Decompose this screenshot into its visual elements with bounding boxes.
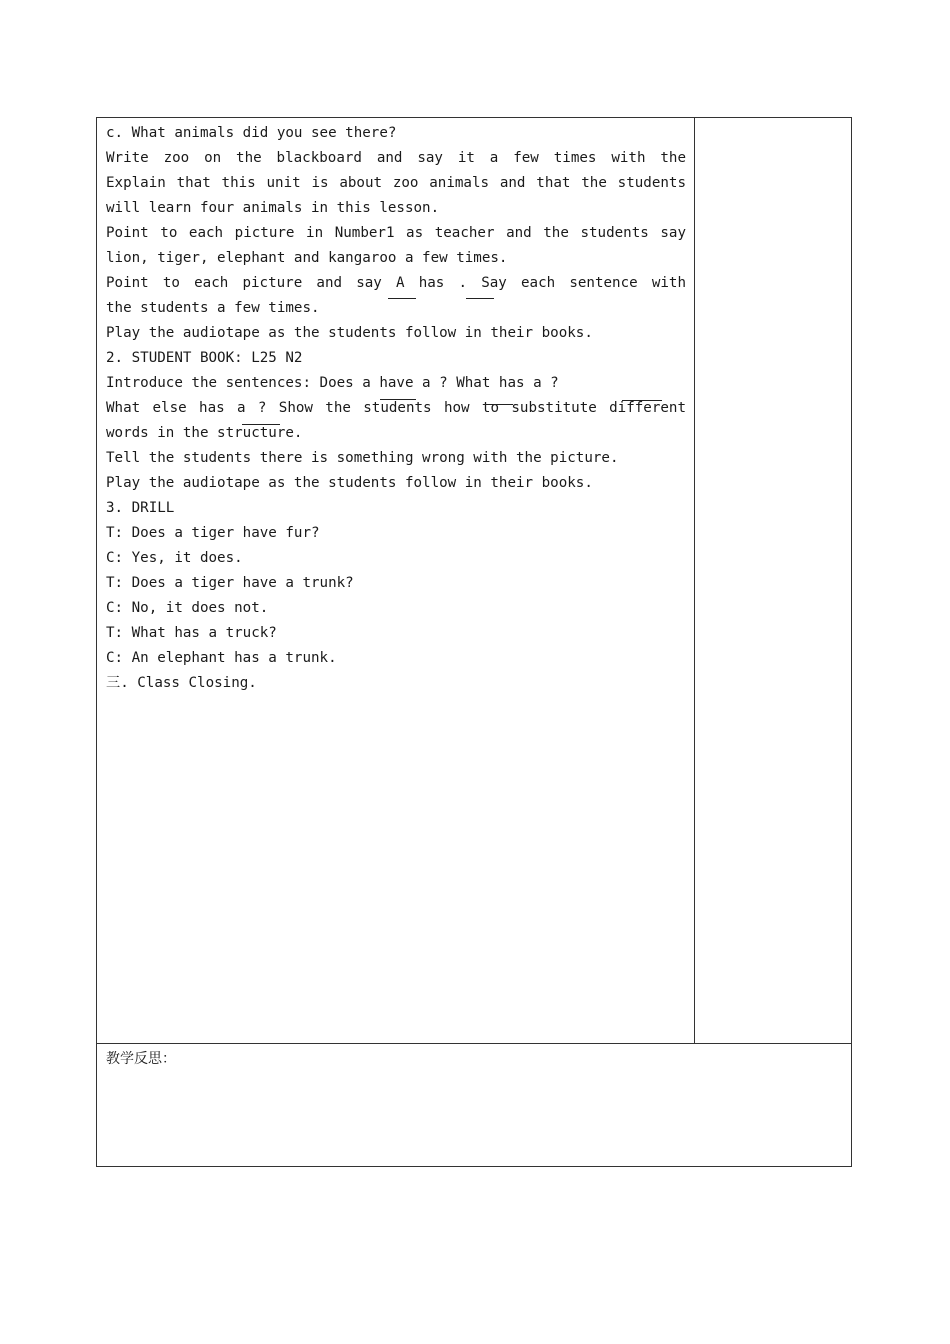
stray-line [622,400,662,401]
reflection-label: 教学反思： [106,1051,176,1067]
text-line: What else has a ? Show the students how to substitute different [106,400,686,416]
text-line: c. What animals did you see there? [106,125,397,141]
drill-line: T: What has a truck? [106,625,277,641]
drill-line: C: No, it does not. [106,600,269,616]
drill-line: T: Does a tiger have fur? [106,525,320,541]
text-line: lion, tiger, elephant and kangaroo a few times. [106,250,508,266]
lesson-content-cell [97,118,695,1044]
stray-line [380,399,416,400]
text-line: Explain that this unit is about zoo animals and that the students [106,175,686,191]
text-line: words in the structure. [106,425,303,441]
text-line: the students a few times. [106,300,320,316]
text-line: Play the audiotape as the students follow in their books. [106,475,593,491]
text-line: Play the audiotape as the students follow in their books. [106,325,593,341]
section-heading: 2. STUDENT BOOK: L25 N2 [106,350,303,366]
lesson-text-block [106,121,686,696]
notes-cell [695,118,851,1044]
drill-line: C: Yes, it does. [106,550,243,566]
blank-underline [466,298,494,299]
stray-line [483,404,513,405]
text-line: will learn four animals in this lesson. [106,200,440,216]
drill-line: T: Does a tiger have a trunk? [106,575,354,591]
blank-underline [388,298,416,299]
stray-line [242,424,280,425]
text-line: Tell the students there is something wrong with the picture. [106,450,619,466]
text-line: Write zoo on the blackboard and say it a few times with the [106,150,686,166]
section-heading: 3. DRILL [106,500,175,516]
reflection-cell [97,1043,851,1167]
text-line: Introduce the sentences: Does a have a ? What has a ? [106,375,559,391]
text-line: Point to each picture in Number1 as teacher and the students say [106,225,686,241]
text-line: Point to each picture and say A has . Say each sentence with [106,275,686,291]
drill-line: C: An elephant has a trunk. [106,650,337,666]
lesson-plan-table [96,117,852,1167]
section-heading: 三. Class Closing. [106,675,257,691]
